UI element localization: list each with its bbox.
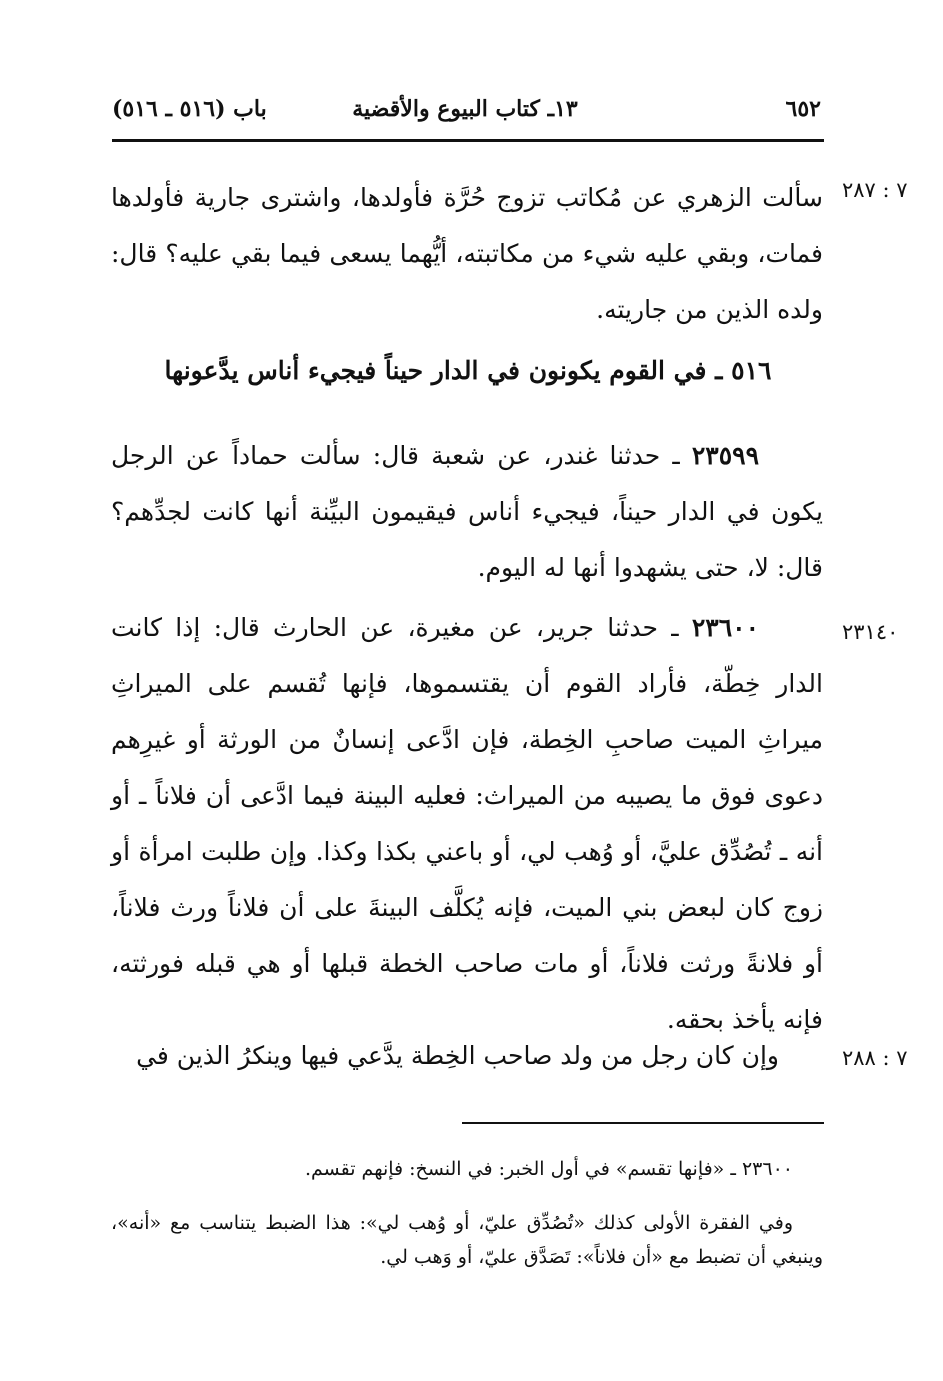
hadith-paragraph bbox=[111, 428, 823, 596]
margin-reference: ٧ : ٢٨٧ bbox=[842, 178, 908, 202]
continuation-paragraph bbox=[111, 1028, 823, 1084]
footnote: وفي الفقرة الأولى كذلك «تُصُدِّق عليّ، أو وُهب لي»: هذا الضبط يتناسب مع «أنه»، وينبغي أن تضبط مع «أن فلاناً»: تَصَدَّق عليّ، أو وَهب لي. bbox=[111, 1212, 823, 1268]
margin-reference: ٢٣١٤٠ bbox=[842, 620, 899, 644]
footnote: ٢٣٦٠٠ ـ «فإنها تقسم» في أول الخبر: في النسخ: فإنهم تقسم. bbox=[304, 1158, 793, 1180]
margin-reference: ٧ : ٢٨٨ bbox=[842, 1046, 908, 1070]
footnote-divider bbox=[462, 1122, 824, 1124]
continuation-text: وإن كان رجل من ولد صاحب الخِطة يدَّعي فيها وينكرُ الذين في bbox=[136, 1041, 779, 1070]
chapter-range: باب (٥١٦ ـ ٥١٦) bbox=[112, 96, 267, 122]
hadith-text: ـ حدثنا غندر، عن شعبة قال: سألت حماداً عن الرجل يكون في الدار حيناً، فيجيء أناس فيقيمون البيِّنة أنها كانت لجدِّهم؟ قال: لا، حتى يشهدوا أنها له اليوم. bbox=[111, 441, 823, 582]
hadith-number: ٢٣٥٩٩ bbox=[691, 441, 759, 470]
page-number: ٦٥٢ bbox=[785, 96, 821, 122]
hadith-paragraph bbox=[111, 600, 823, 1048]
entry-paragraph: سألت الزهري عن مُكاتب تزوج حُرَّة فأولدها، واشترى جارية فأولدها فمات، وبقي عليه شيء من مكاتبته، أيُّهما يسعى فيما بقي عليه؟ قال: ولده الذين من جاريته. bbox=[111, 183, 823, 324]
book-title: ١٣ـ كتاب البيوع والأقضية bbox=[352, 96, 578, 122]
header-divider bbox=[112, 139, 824, 142]
hadith-text: ـ حدثنا جرير، عن مغيرة، عن الحارث قال: إذا كانت الدار خِطّة، فأراد القوم أن يقتسموها، فإنها تُقسم على الميراثِ ميراثِ الميت صاحبِ الخِطة، فإن ادَّعى إنسانٌ من الورثة أو غيرِهم دعوى فوق ما يصيبه من الميراث: فعليه البينة فيما ادَّعى أن فلاناً ـ أو أنه ـ تُصُدِّق عليَّ، أو وُهب لي، أو باعني بكذا وكذا. وإن طلبت امرأة أو زوج كان لبعض بني الميت، فإنه يُكلَّف البينةَ على أن فلاناً ورث فلاناً، أو فلانةً ورثت فلاناً، أو مات صاحب الخطة قبلها أو هي قبله فورثته، فإنه يأخذ بحقه. bbox=[111, 613, 823, 1034]
section-heading: ٥١٦ ـ في القوم يكونون في الدار حيناً فيجيء أناس يدَّعونها bbox=[164, 356, 772, 385]
hadith-number: ٢٣٦٠٠ bbox=[691, 613, 759, 642]
